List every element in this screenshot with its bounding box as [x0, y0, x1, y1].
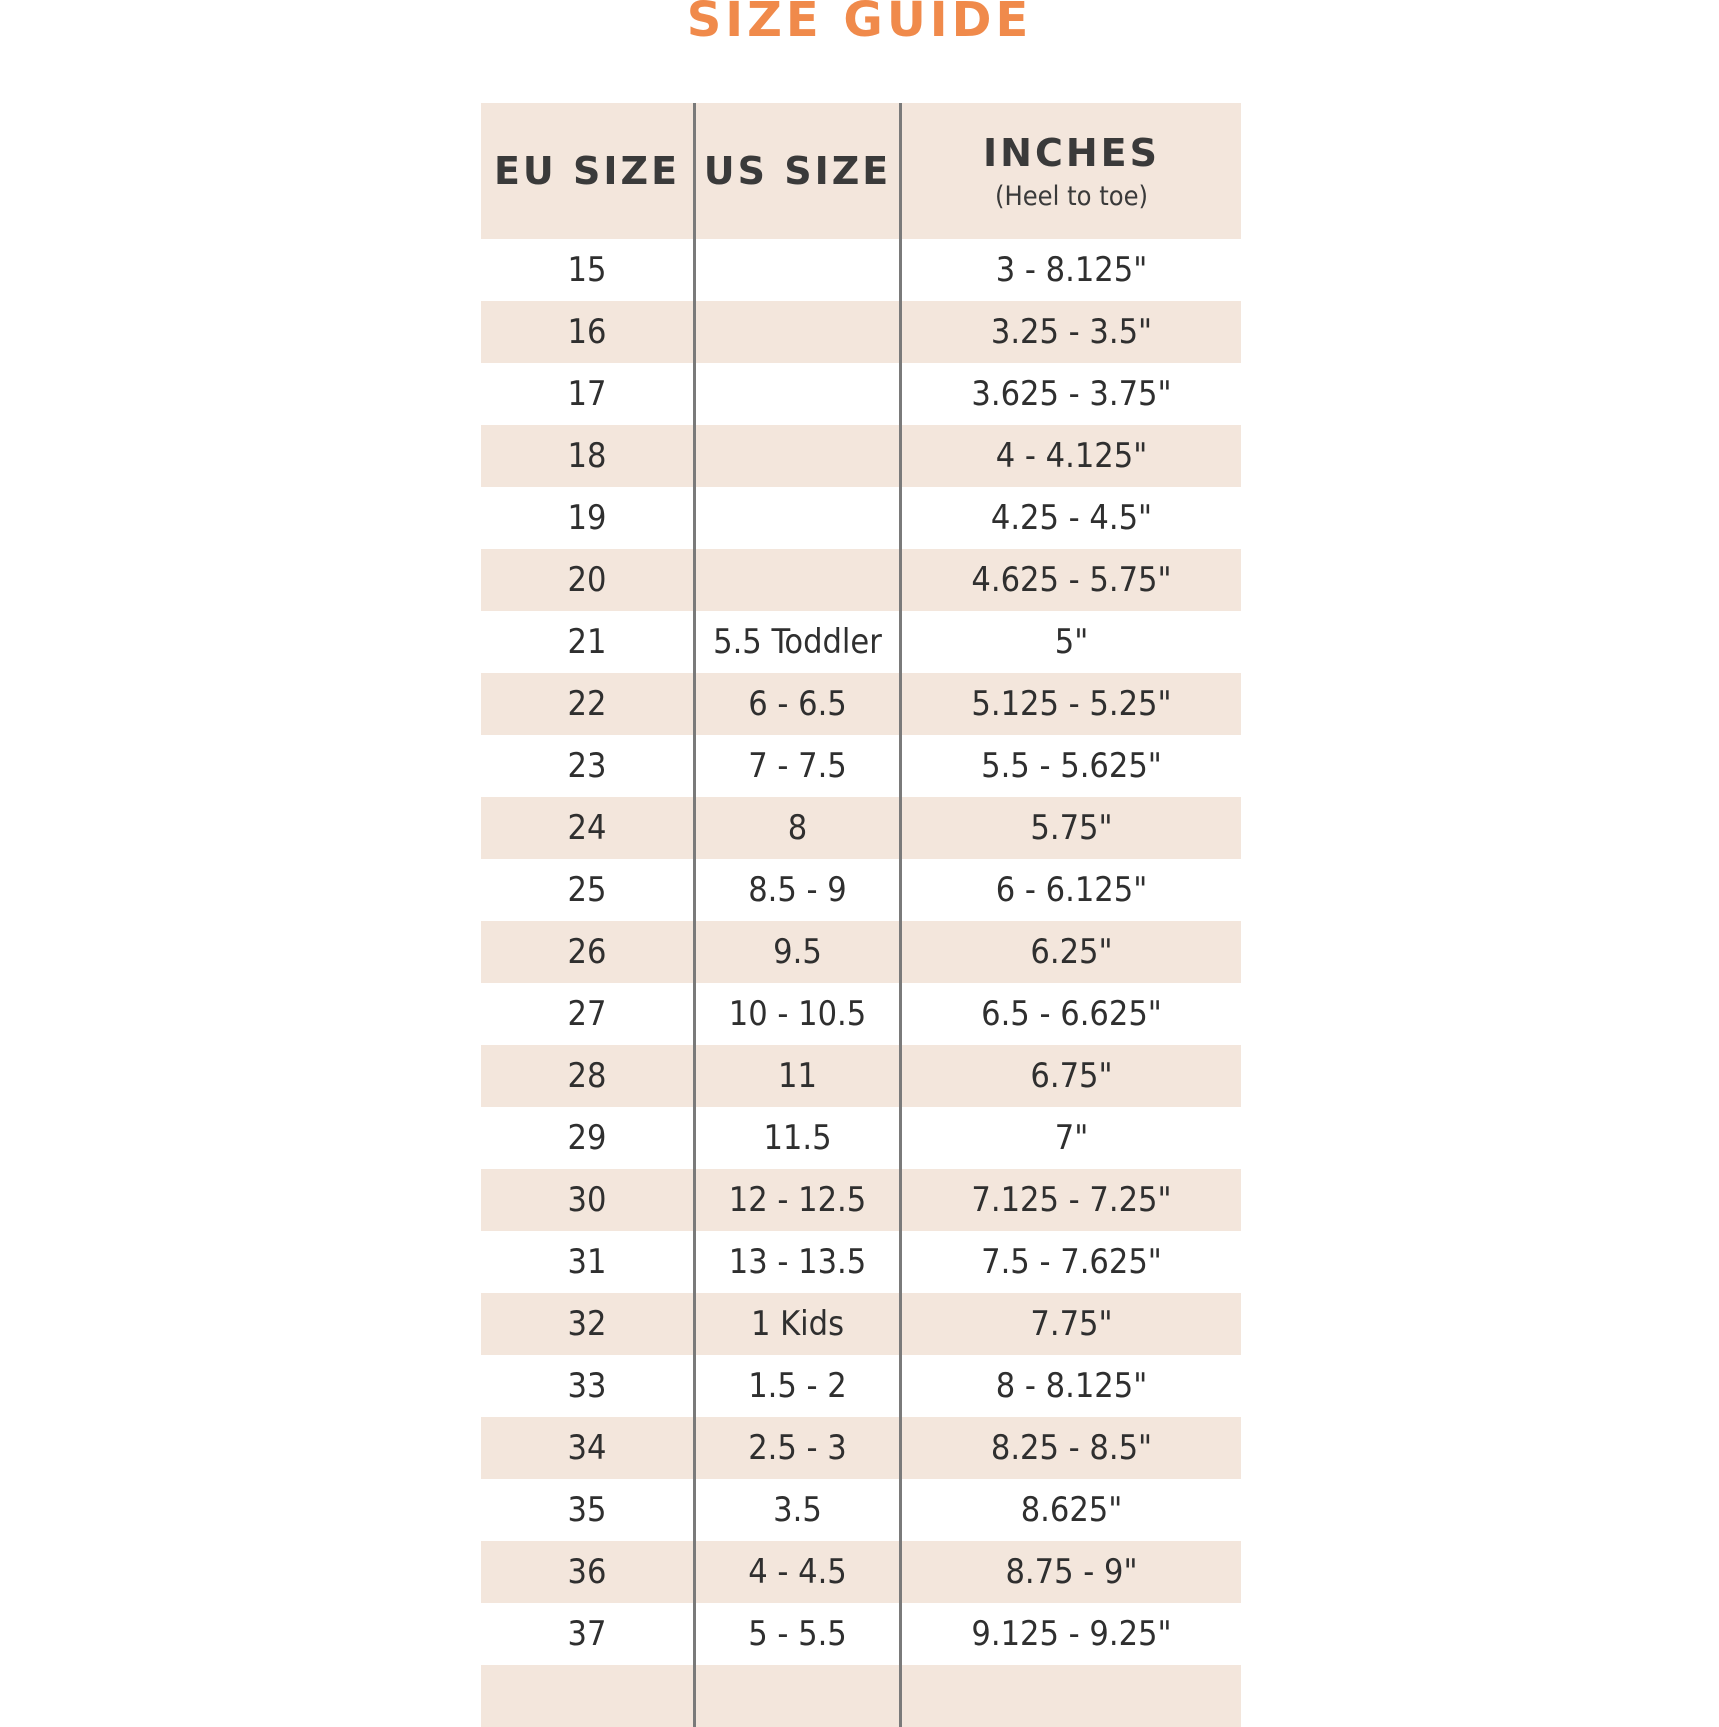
eu-size-cell [481, 1665, 693, 1727]
us-size-cell [693, 549, 899, 611]
us-size-cell: 8.5 - 9 [693, 859, 899, 921]
header-inches-label: INCHES [983, 130, 1160, 175]
table-body [481, 239, 1241, 1727]
table-row [481, 921, 1241, 983]
header-eu-size [481, 103, 693, 239]
eu-size-cell: 31 [567, 1242, 607, 1282]
eu-size-cell: 33 [567, 1366, 607, 1406]
table-row [481, 549, 1241, 611]
table-row [481, 487, 1241, 549]
table-row [481, 301, 1241, 363]
inches-cell: 5.5 - 5.625" [899, 735, 1241, 797]
table-row [481, 797, 1241, 859]
header-inches [899, 103, 1241, 239]
inches-cell: 8.25 - 8.5" [899, 1417, 1241, 1479]
eu-size-cell: 37 [567, 1614, 607, 1654]
us-size-cell: 4 - 4.5 [693, 1541, 899, 1603]
us-size-cell [693, 363, 899, 425]
eu-size-cell: 35 [567, 1490, 607, 1530]
eu-size-cell: 32 [481, 1293, 693, 1355]
page-title: SIZE GUIDE [686, 0, 1033, 48]
table-row [481, 1107, 1241, 1169]
table-row [481, 1541, 1241, 1603]
us-size-cell: 13 - 13.5 [693, 1231, 899, 1293]
eu-size-cell: 17 [567, 374, 607, 414]
us-size-cell: 5.5 Toddler [693, 611, 899, 673]
eu-size-cell: 26 [481, 921, 693, 983]
header-us-label: US SIZE [703, 149, 892, 193]
eu-size-cell: 28 [481, 1045, 693, 1107]
us-size-cell [693, 239, 899, 301]
inches-cell: 5.125 - 5.25" [899, 673, 1241, 735]
inches-cell: 6.25" [899, 921, 1241, 983]
eu-size-cell: 25 [567, 870, 607, 910]
table-row [481, 425, 1241, 487]
inches-cell: 3.25 - 3.5" [899, 301, 1241, 363]
table-row [481, 1417, 1241, 1479]
table-row [481, 239, 1241, 301]
inches-cell: 4.625 - 5.75" [899, 549, 1241, 611]
inches-cell: 7.75" [899, 1293, 1241, 1355]
table-row [481, 1479, 1241, 1541]
eu-size-cell: 20 [481, 549, 693, 611]
eu-size-cell: 23 [567, 746, 607, 786]
table-row [481, 1045, 1241, 1107]
inches-cell: 7.125 - 7.25" [899, 1169, 1241, 1231]
inches-cell: 3 - 8.125" [899, 239, 1241, 301]
inches-cell: 6 - 6.125" [899, 859, 1241, 921]
inches-cell: 5" [899, 611, 1241, 673]
eu-size-cell: 16 [481, 301, 693, 363]
us-size-cell: 2.5 - 3 [693, 1417, 899, 1479]
us-size-cell: 7 - 7.5 [693, 735, 899, 797]
us-size-cell: 11.5 [693, 1107, 899, 1169]
eu-size-cell: 29 [567, 1118, 607, 1158]
inches-cell: 7" [899, 1107, 1241, 1169]
header-eu-label: EU SIZE [493, 149, 681, 193]
inches-cell: 8 - 8.125" [899, 1355, 1241, 1417]
table-row [481, 735, 1241, 797]
table-header [481, 103, 1241, 239]
eu-size-cell: 27 [567, 994, 607, 1034]
table-row [481, 1355, 1241, 1417]
us-size-cell: 5 - 5.5 [693, 1603, 899, 1665]
us-size-cell: 3.5 [693, 1479, 899, 1541]
us-size-cell: 9.5 [693, 921, 899, 983]
eu-size-cell: 34 [481, 1417, 693, 1479]
us-size-cell: 10 - 10.5 [693, 983, 899, 1045]
inches-cell [899, 1665, 1241, 1727]
inches-cell: 8.75 - 9" [899, 1541, 1241, 1603]
table-row [481, 859, 1241, 921]
eu-size-cell: 21 [567, 622, 607, 662]
inches-cell: 4.25 - 4.5" [899, 487, 1241, 549]
table-row [481, 1293, 1241, 1355]
inches-cell: 8.625" [899, 1479, 1241, 1541]
eu-size-cell: 36 [481, 1541, 693, 1603]
eu-size-cell: 22 [481, 673, 693, 735]
inches-cell: 5.75" [899, 797, 1241, 859]
table-row [481, 983, 1241, 1045]
eu-size-cell: 30 [481, 1169, 693, 1231]
header-inches-subtitle: (Heel to toe) [994, 180, 1148, 212]
eu-size-cell: 15 [567, 250, 607, 290]
us-size-cell: 8 [693, 797, 899, 859]
table-row [481, 611, 1241, 673]
inches-cell: 3.625 - 3.75" [899, 363, 1241, 425]
eu-size-cell: 18 [481, 425, 693, 487]
inches-cell: 7.5 - 7.625" [899, 1231, 1241, 1293]
header-us-size [693, 103, 899, 239]
table-row [481, 1665, 1241, 1727]
eu-size-cell: 24 [481, 797, 693, 859]
table-row [481, 1231, 1241, 1293]
us-size-cell [693, 425, 899, 487]
us-size-cell [693, 301, 899, 363]
eu-size-cell: 19 [567, 498, 607, 538]
us-size-cell: 6 - 6.5 [693, 673, 899, 735]
us-size-cell [693, 487, 899, 549]
inches-cell: 6.5 - 6.625" [899, 983, 1241, 1045]
us-size-cell [693, 1665, 899, 1727]
us-size-cell: 1.5 - 2 [693, 1355, 899, 1417]
table-row [481, 673, 1241, 735]
table-row [481, 1169, 1241, 1231]
inches-cell: 6.75" [899, 1045, 1241, 1107]
table-row [481, 363, 1241, 425]
inches-cell: 4 - 4.125" [899, 425, 1241, 487]
inches-cell: 9.125 - 9.25" [899, 1603, 1241, 1665]
us-size-cell: 11 [693, 1045, 899, 1107]
us-size-cell: 1 Kids [693, 1293, 899, 1355]
size-table [481, 103, 1241, 1727]
us-size-cell: 12 - 12.5 [693, 1169, 899, 1231]
table-row [481, 1603, 1241, 1665]
